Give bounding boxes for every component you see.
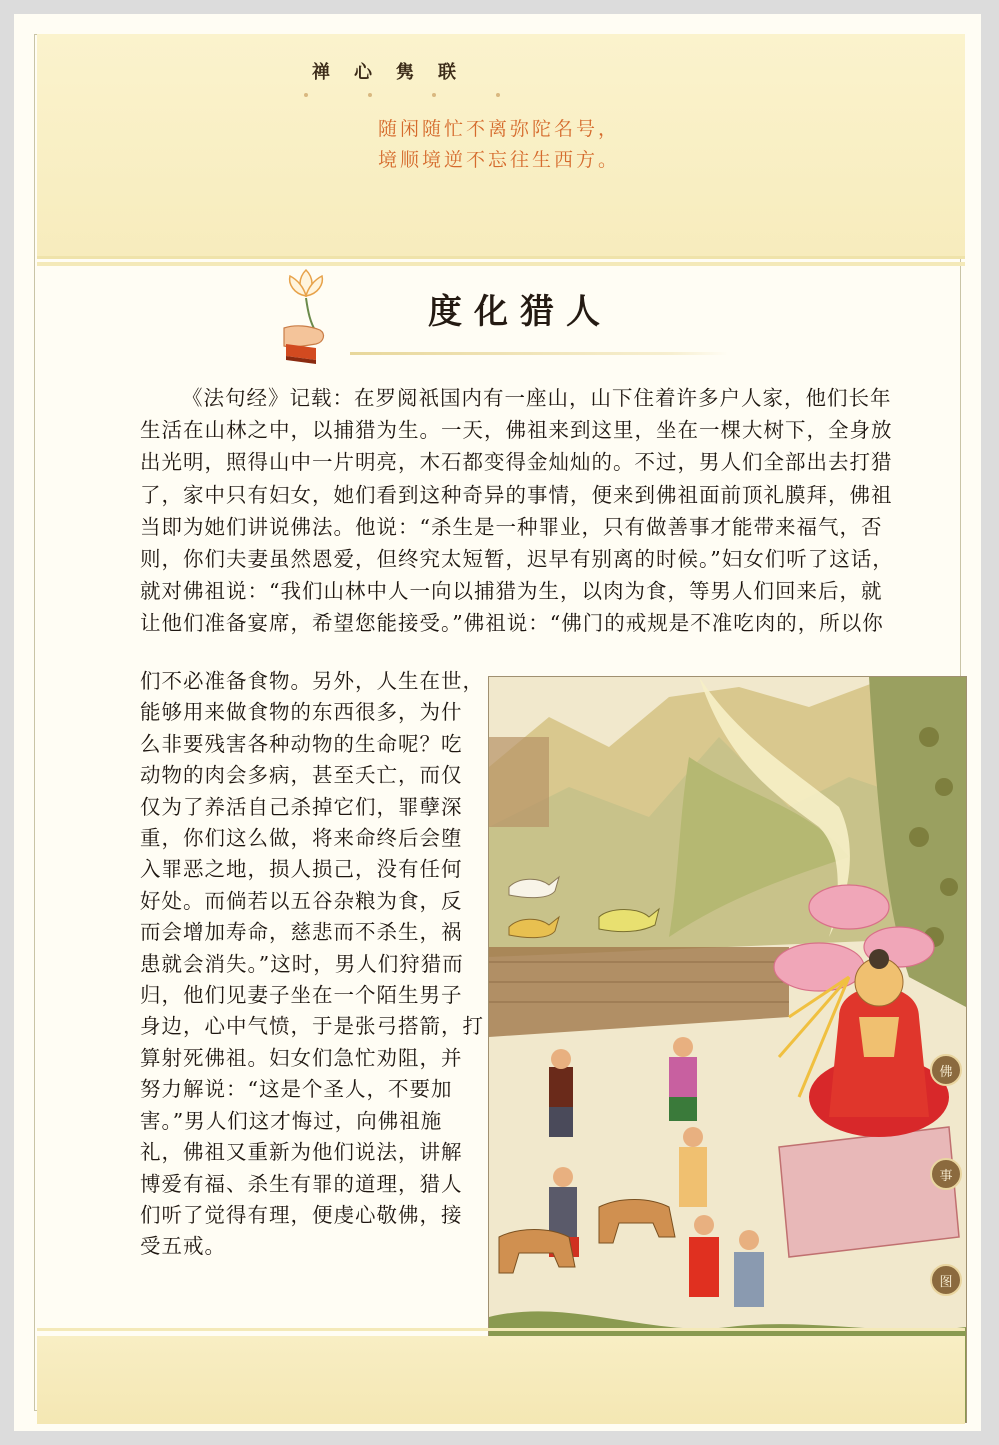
column-line: 重，你们这么做，将来命终后会堕 <box>140 826 463 851</box>
column-line: 而会增加寿命，慈悲而不杀生，祸 <box>140 920 463 945</box>
column-line: 仅为了养活自己杀掉它们，罪孽深 <box>140 794 463 819</box>
column-line: 受五戒。 <box>140 1234 226 1259</box>
body-line: 让他们准备宴席，希望您能接受。”佛祖说：“佛门的戒规是不准吃肉的，所以你 <box>140 611 884 636</box>
column-line: 能够用来做食物的东西很多，为什 <box>140 700 463 725</box>
footer-band <box>37 1336 965 1424</box>
body-line: 就对佛祖说：“我们山林中人一向以捕猎为生，以肉为食，等男人们回来后，就 <box>140 579 883 604</box>
illustration-painting <box>489 677 966 1422</box>
column-line: 算射死佛祖。妇女们急忙劝阻，并 <box>140 1045 463 1070</box>
side-badge-2: 事 <box>930 1158 962 1190</box>
column-line: 归，他们见妻子坐在一个陌生男子 <box>140 983 463 1008</box>
body-line: 当即为她们讲说佛法。他说：“杀生是一种罪业，只有做善事才能带来福气，否 <box>140 514 883 539</box>
body-line: 则，你们夫妻虽然恩爱，但终究太短暂，迟早有别离的时候。”妇女们听了这话， <box>140 547 894 572</box>
body-paragraph <box>140 382 915 640</box>
body-column <box>140 666 484 1263</box>
column-line: 博爱有福、杀生有罪的道理，猎人 <box>140 1171 463 1196</box>
motto-line-1: 随闲随忙不离弥陀名号， <box>378 118 621 140</box>
side-badge-1: 佛 <box>930 1054 962 1086</box>
column-line: 么非要残害各种动物的生命呢？吃 <box>140 731 463 756</box>
column-line: 身边，心中气愤，于是张弓搭箭，打 <box>140 1014 484 1039</box>
buddha-hunters-illustration <box>488 676 967 1423</box>
column-line: 们不必准备食物。另外，人生在世， <box>140 669 484 693</box>
lotus-divider-icon <box>300 92 560 98</box>
hand-holding-lotus-icon <box>276 264 356 372</box>
body-line: 《法句经》记载：在罗阅祇国内有一座山，山下住着许多户人家，他们长年 <box>182 386 892 410</box>
body-line: 出光明，照得山中一片明亮，木石都变得金灿灿的。不过，男人们全部出去打猎 <box>140 450 893 475</box>
column-line: 们听了觉得有理，便虔心敬佛，接 <box>140 1202 463 1227</box>
column-line: 患就会消失。”这时，男人们狩猎而 <box>140 951 464 976</box>
motto-line-2: 境顺境逆不忘往生西方。 <box>378 149 621 171</box>
column-line: 礼，佛祖又重新为他们说法，讲解 <box>140 1140 463 1165</box>
column-line: 动物的肉会多病，甚至夭亡，而仅 <box>140 763 463 788</box>
column-line: 入罪恶之地，损人损己，没有任何 <box>140 857 463 882</box>
column-line: 好处。而倘若以五谷杂粮为食，反 <box>140 888 463 913</box>
title-underline <box>350 352 728 355</box>
series-title: 禅心隽联 <box>312 62 480 83</box>
body-line: 生活在山林之中，以捕猎为生。一天，佛祖来到这里，坐在一棵大树下，全身放 <box>140 418 893 443</box>
column-line: 努力解说：“这是个圣人，不要加 <box>140 1077 453 1102</box>
body-line: 了，家中只有妇女，她们看到这种奇异的事情，便来到佛祖面前顶礼膜拜，佛祖 <box>140 482 893 507</box>
column-line: 害。”男人们这才悔过，向佛祖施 <box>140 1108 443 1133</box>
side-badge-3: 图 <box>930 1264 962 1296</box>
chapter-title: 度化猎人 <box>428 292 612 332</box>
